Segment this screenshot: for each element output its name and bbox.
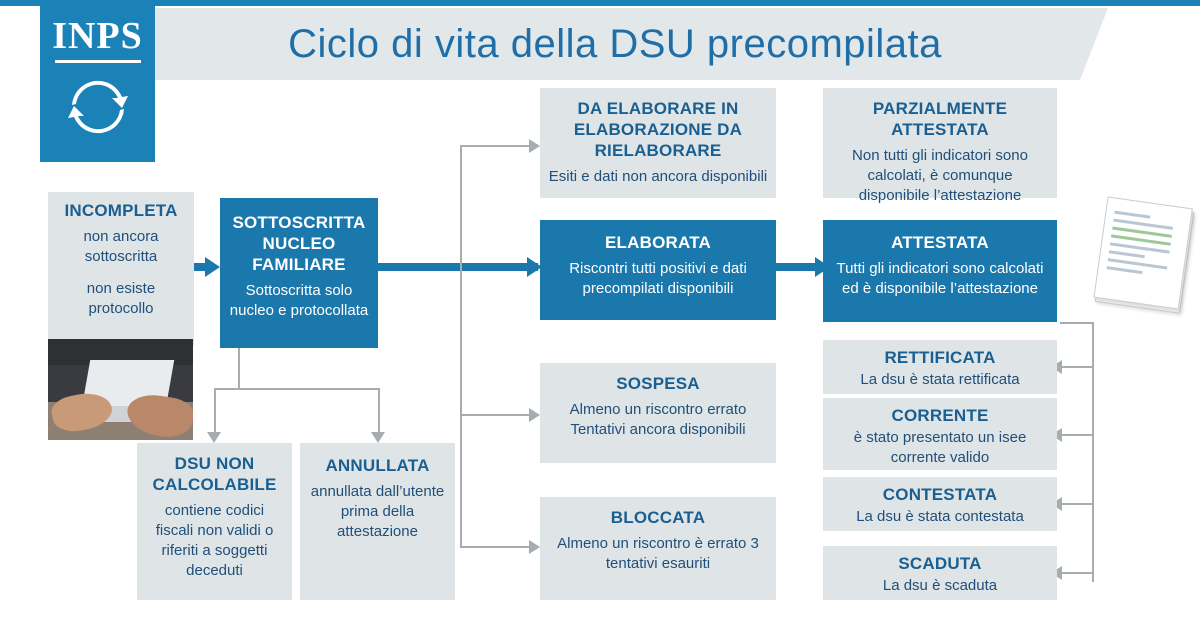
document-lines bbox=[1106, 211, 1174, 283]
inps-logo-label: INPS bbox=[52, 15, 143, 57]
document-line bbox=[1107, 266, 1143, 274]
node-rettificata[interactable] bbox=[823, 340, 1057, 394]
arrowhead-to-annullata bbox=[371, 432, 385, 443]
node-incompleta-desc-line-1: non ancora sottoscritta bbox=[83, 228, 159, 265]
node-parzialmente-attestata-desc bbox=[831, 146, 1049, 206]
arrowhead-to-dsu-non-calcolabile bbox=[207, 432, 221, 443]
node-dsu-non-calcolabile-desc-line-1: contiene codici fiscali non validi o riferiti a soggetti deceduti bbox=[155, 502, 274, 579]
node-incompleta-desc-line-2: non esiste protocollo bbox=[86, 280, 156, 317]
node-rettificata-title: RETTIFICATA bbox=[884, 348, 996, 367]
node-sospesa-title: SOSPESA bbox=[616, 374, 700, 393]
node-elaborata-title: ELABORATA bbox=[605, 233, 711, 252]
connector-to-rettificata bbox=[1060, 366, 1094, 368]
node-scaduta-desc bbox=[831, 576, 1049, 596]
person-typing-on-laptop-photo bbox=[48, 339, 193, 440]
node-dsu-non-calcolabile-desc bbox=[145, 501, 284, 581]
node-parzialmente-attestata-desc-line-1: Non tutti gli indicatori sono calcolati, è comunque disponibile l’attestazione bbox=[852, 147, 1028, 204]
node-annullata-desc bbox=[308, 482, 447, 542]
inps-swirl-icon bbox=[66, 74, 130, 138]
connector-down-dsu bbox=[214, 388, 216, 436]
document-line bbox=[1109, 250, 1145, 258]
node-elaborata[interactable] bbox=[540, 220, 776, 320]
arrowhead-to-da-elaborare bbox=[529, 139, 540, 153]
node-attestata-desc bbox=[831, 259, 1049, 299]
connector-right-return-trunk bbox=[1092, 322, 1094, 582]
node-sottoscritta-desc bbox=[228, 281, 370, 321]
node-elaborata-desc-line-1: Riscontri tutti positivi e dati precompilati disponibili bbox=[569, 260, 747, 297]
node-scaduta-desc-line-1: La dsu è scaduta bbox=[882, 577, 998, 594]
node-annullata-title: ANNULLATA bbox=[325, 456, 430, 475]
node-corrente[interactable] bbox=[823, 398, 1057, 470]
node-sospesa-desc bbox=[548, 400, 768, 440]
node-da-elaborare-desc bbox=[548, 167, 768, 187]
node-bloccata[interactable] bbox=[540, 497, 776, 600]
connector-trunk-to-bloccata bbox=[460, 414, 462, 548]
connector-to-contestata bbox=[1060, 503, 1094, 505]
connector-to-sospesa bbox=[460, 414, 538, 416]
node-contestata[interactable] bbox=[823, 477, 1057, 531]
connector-to-bloccata bbox=[460, 546, 538, 548]
node-da-elaborare-title: DA ELABORARE IN ELABORAZIONE DA RIELABORARE bbox=[573, 99, 743, 160]
page-title: Ciclo di vita della DSU precompilata bbox=[288, 22, 942, 66]
connector-to-corrente bbox=[1060, 434, 1094, 436]
node-rettificata-desc bbox=[831, 370, 1049, 390]
node-incompleta-title: INCOMPLETA bbox=[64, 201, 178, 220]
connector-to-da-elaborare bbox=[460, 145, 538, 147]
node-attestata[interactable] bbox=[823, 220, 1057, 322]
connector-sottoscritta-down-left bbox=[238, 348, 240, 390]
node-elaborata-desc bbox=[548, 259, 768, 299]
node-bloccata-desc-line-1: Almeno un riscontro è errato 3 tentativi esauriti bbox=[557, 535, 759, 572]
document-line bbox=[1114, 211, 1150, 219]
node-contestata-desc-line-1: La dsu è stata contestata bbox=[856, 508, 1024, 525]
node-bloccata-title: BLOCCATA bbox=[610, 508, 706, 527]
node-incompleta-desc bbox=[56, 227, 186, 319]
node-sospesa[interactable] bbox=[540, 363, 776, 463]
node-corrente-desc bbox=[831, 428, 1049, 468]
top-accent-bar bbox=[0, 0, 1200, 6]
node-dsu-non-calcolabile[interactable] bbox=[137, 443, 292, 600]
connector-right-return-top bbox=[1060, 322, 1094, 324]
node-corrente-title: CORRENTE bbox=[891, 406, 989, 425]
attestazione-document-icon bbox=[1093, 197, 1193, 312]
node-sottoscritta-desc-line-1: Sottoscritta solo nucleo e protocollata bbox=[229, 282, 369, 319]
connector-sottoscritta-elaborata bbox=[378, 263, 538, 271]
node-parzialmente-attestata[interactable] bbox=[823, 88, 1057, 204]
node-bloccata-desc bbox=[548, 534, 768, 574]
inps-logo bbox=[40, 0, 155, 162]
node-contestata-desc bbox=[831, 507, 1049, 527]
node-contestata-title: CONTESTATA bbox=[882, 485, 998, 504]
node-da-elaborare[interactable] bbox=[540, 88, 776, 198]
node-sospesa-desc-line-1: Almeno un riscontro errato Tentativi ancora disponibili bbox=[569, 401, 747, 438]
node-scaduta[interactable] bbox=[823, 546, 1057, 600]
connector-to-scaduta bbox=[1060, 572, 1094, 574]
node-attestata-desc-line-1: Tutti gli indicatori sono calcolati ed è disponibile l’attestazione bbox=[836, 260, 1044, 297]
node-sottoscritta-title: SOTTOSCRITTA NUCLEO FAMILIARE bbox=[232, 213, 366, 274]
node-scaduta-title: SCADUTA bbox=[898, 554, 982, 573]
connector-elbow-dsu bbox=[214, 388, 240, 390]
node-dsu-non-calcolabile-title: DSU NON CALCOLABILE bbox=[152, 454, 277, 494]
connector-trunk-vertical bbox=[460, 145, 462, 425]
node-annullata-desc-line-1: annullata dall’utente prima della attestazione bbox=[310, 483, 445, 540]
node-sottoscritta-nucleo-familiare[interactable] bbox=[220, 198, 378, 348]
node-incompleta[interactable] bbox=[48, 192, 194, 346]
node-rettificata-desc-line-1: La dsu è stata rettificata bbox=[860, 371, 1020, 388]
document-sheet-front bbox=[1093, 197, 1192, 310]
arrowhead-to-sospesa bbox=[529, 408, 540, 422]
arrowhead-to-bloccata bbox=[529, 540, 540, 554]
node-annullata[interactable] bbox=[300, 443, 455, 600]
node-parzialmente-attestata-title: PARZIALMENTE ATTESTATA bbox=[872, 99, 1008, 139]
node-attestata-title: ATTESTATA bbox=[891, 233, 989, 252]
node-corrente-desc-line-1: è stato presentato un isee corrente valido bbox=[853, 429, 1027, 466]
inps-logo-text bbox=[40, 14, 155, 63]
connector-elbow-annullata bbox=[238, 388, 380, 390]
arrowhead-to-sottoscritta bbox=[205, 257, 220, 277]
logo-rule bbox=[55, 60, 141, 63]
node-da-elaborare-desc-line-1: Esiti e dati non ancora disponibili bbox=[548, 168, 768, 185]
connector-down-annullata bbox=[378, 388, 380, 436]
